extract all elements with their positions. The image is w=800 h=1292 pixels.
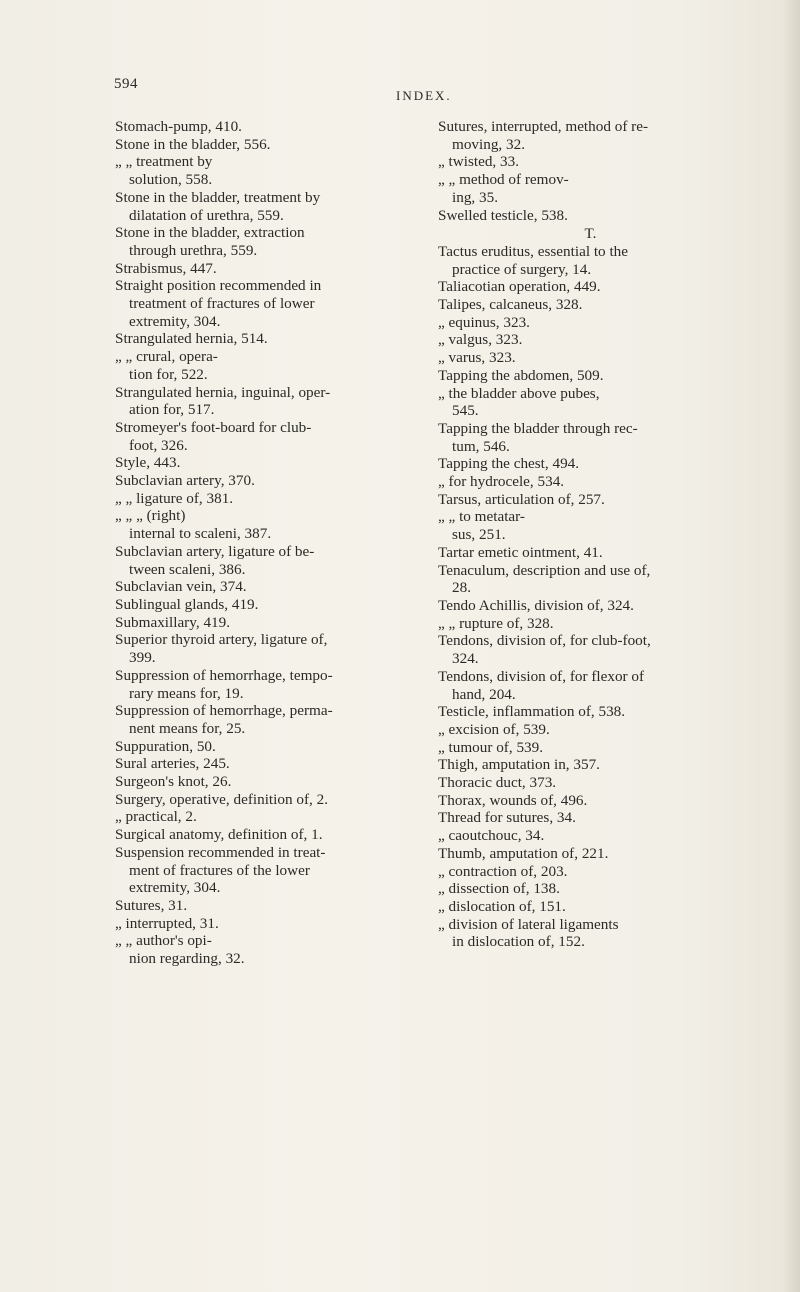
- index-entry: [115, 826, 420, 844]
- entry-line: Superior thyroid artery, ligature of,: [115, 631, 328, 649]
- entry-line: Style, 443.: [115, 454, 181, 472]
- index-entry: [438, 863, 743, 881]
- entry-line: „ dislocation of, 151.: [438, 897, 566, 915]
- index-entry: [438, 278, 743, 296]
- index-entry: [115, 631, 420, 666]
- index-entry: [115, 702, 420, 737]
- entry-continuation: treatment of fractures of lower: [129, 295, 315, 313]
- index-entry: [115, 454, 420, 472]
- entry-line: „ for hydrocele, 534.: [438, 473, 565, 491]
- entry-line: Stone in the bladder, 556.: [115, 135, 271, 153]
- index-entry: [438, 385, 743, 420]
- index-entry: [438, 668, 743, 703]
- index-entry: [438, 792, 743, 810]
- entry-line: „ valgus, 323.: [438, 331, 523, 349]
- entry-continuation: 399.: [129, 649, 156, 667]
- entry-continuation: in dislocation of, 152.: [452, 933, 585, 951]
- index-entry: [115, 578, 420, 596]
- index-entry: [438, 153, 743, 171]
- index-entry: [115, 738, 420, 756]
- entry-continuation: practice of surgery, 14.: [452, 260, 592, 278]
- entry-line: Stone in the bladder, extraction: [115, 224, 305, 242]
- entry-continuation: ation for, 517.: [129, 401, 215, 419]
- index-entry: [115, 844, 420, 897]
- index-entry: [115, 773, 420, 791]
- entry-line: Submaxillary, 419.: [115, 613, 231, 631]
- index-entry: [115, 330, 420, 348]
- entry-line: Subclavian artery, 370.: [115, 472, 255, 490]
- index-entry: [115, 490, 420, 508]
- index-entry: [438, 739, 743, 757]
- entry-continuation: nion regarding, 32.: [129, 950, 245, 968]
- entry-line: Sublingual glands, 419.: [115, 595, 259, 613]
- entry-continuation: tum, 546.: [452, 437, 510, 455]
- entry-line: Thread for sutures, 34.: [438, 809, 576, 827]
- entry-continuation: dilatation of urethra, 559.: [129, 206, 284, 224]
- index-entry: [438, 703, 743, 721]
- entry-continuation: internal to scaleni, 387.: [129, 525, 272, 543]
- entry-continuation: 324.: [452, 650, 479, 668]
- index-entry: [115, 348, 420, 383]
- index-entry: [438, 721, 743, 739]
- entry-line: Subclavian vein, 374.: [115, 578, 247, 596]
- entry-line: Testicle, inflammation of, 538.: [438, 703, 626, 721]
- index-entry: [115, 543, 420, 578]
- entry-continuation: extremity, 304.: [129, 312, 221, 330]
- left-column: [115, 118, 420, 968]
- index-entry: [115, 755, 420, 773]
- index-entry: [115, 596, 420, 614]
- right-column-t-entries: [438, 243, 743, 951]
- entry-line: Tapping the abdomen, 509.: [438, 366, 604, 384]
- index-entry: [438, 774, 743, 792]
- entry-line: Surgery, operative, definition of, 2.: [115, 790, 328, 808]
- entry-line: Tartar emetic ointment, 41.: [438, 543, 603, 561]
- entry-continuation: ment of fractures of the lower: [129, 861, 310, 879]
- page-edge-shadow: [782, 0, 800, 1292]
- entry-line: „ „ crural, opera-: [115, 348, 218, 366]
- entry-line: Thoracic duct, 373.: [438, 774, 557, 792]
- entry-line: Stomach-pump, 410.: [115, 118, 242, 135]
- index-entry: [438, 880, 743, 898]
- entry-line: Sutures, 31.: [115, 896, 188, 914]
- entry-continuation: 545.: [452, 402, 479, 420]
- entry-line: „ dissection of, 138.: [438, 880, 560, 898]
- entry-line: „ „ rupture of, 328.: [438, 614, 554, 632]
- entry-line: „ tumour of, 539.: [438, 738, 544, 756]
- entry-continuation: tion for, 522.: [129, 365, 208, 383]
- index-entry: [438, 898, 743, 916]
- entry-line: „ interrupted, 31.: [115, 914, 219, 932]
- index-entry: [438, 916, 743, 951]
- index-entry: [438, 367, 743, 385]
- index-entry: [438, 118, 743, 153]
- index-entry: [115, 791, 420, 809]
- index-entry: [115, 915, 420, 933]
- index-entry: [438, 615, 743, 633]
- index-entry: [438, 207, 743, 225]
- entry-line: Thorax, wounds of, 496.: [438, 791, 588, 809]
- entry-line: Surgical anatomy, definition of, 1.: [115, 826, 323, 844]
- entry-line: „ „ ligature of, 381.: [115, 489, 234, 507]
- entry-line: Strangulated hernia, inguinal, oper-: [115, 383, 331, 401]
- entry-line: Suspension recommended in treat-: [115, 843, 326, 861]
- entry-line: Tenaculum, description and use of,: [438, 561, 651, 579]
- entry-line: „ contraction of, 203.: [438, 862, 568, 880]
- entry-line: Thigh, amputation in, 357.: [438, 756, 600, 774]
- entry-line: „ practical, 2.: [115, 808, 197, 826]
- entry-continuation: through urethra, 559.: [129, 241, 258, 259]
- entry-continuation: moving, 32.: [452, 135, 525, 153]
- index-entry: [115, 808, 420, 826]
- entry-line: „ equinus, 323.: [438, 313, 530, 331]
- entry-line: Stromeyer's foot-board for club-: [115, 418, 312, 436]
- entry-line: „ „ to metatar-: [438, 508, 525, 526]
- index-entry: [438, 420, 743, 455]
- entry-line: Tactus eruditus, essential to the: [438, 242, 628, 260]
- entry-line: „ varus, 323.: [438, 349, 516, 367]
- entry-line: „ twisted, 33.: [438, 153, 519, 171]
- index-entry: [438, 827, 743, 845]
- entry-continuation: rary means for, 19.: [129, 684, 244, 702]
- index-entry: [115, 667, 420, 702]
- right-column-s-entries: [438, 118, 743, 224]
- index-entry: [438, 491, 743, 509]
- entry-line: Tendons, division of, for club-foot,: [438, 632, 651, 650]
- entry-continuation: solution, 558.: [129, 171, 213, 189]
- index-entry: [115, 472, 420, 490]
- entry-line: Tendo Achillis, division of, 324.: [438, 596, 634, 614]
- index-entry: [438, 296, 743, 314]
- right-column: [438, 118, 743, 951]
- entry-line: Strabismus, 447.: [115, 259, 217, 277]
- index-entry: [115, 614, 420, 632]
- entry-continuation: foot, 326.: [129, 436, 188, 454]
- entry-line: Suppuration, 50.: [115, 737, 216, 755]
- entry-line: Tapping the chest, 494.: [438, 455, 580, 473]
- index-entry: [115, 277, 420, 330]
- entry-line: Tarsus, articulation of, 257.: [438, 490, 605, 508]
- entry-continuation: ing, 35.: [452, 188, 498, 206]
- section-letter: T.: [584, 225, 597, 243]
- index-entry: [115, 419, 420, 454]
- index-entry: [438, 508, 743, 543]
- index-entry: [115, 260, 420, 278]
- index-entry: [438, 171, 743, 206]
- page-number: 594: [114, 76, 138, 92]
- index-entry: [115, 224, 420, 259]
- entry-line: Suppression of hemorrhage, tempo-: [115, 666, 333, 684]
- index-entry: [438, 845, 743, 863]
- index-entry: [438, 544, 743, 562]
- index-entry: [438, 597, 743, 615]
- index-entry: [115, 189, 420, 224]
- entry-line: „ the bladder above pubes,: [438, 384, 600, 402]
- entry-line: Surgeon's knot, 26.: [115, 773, 232, 791]
- entry-continuation: 28.: [452, 579, 471, 597]
- entry-line: „ „ author's opi-: [115, 932, 212, 950]
- entry-continuation: nent means for, 25.: [129, 719, 246, 737]
- entry-line: Thumb, amputation of, 221.: [438, 844, 609, 862]
- entry-line: Tapping the bladder through rec-: [438, 419, 638, 437]
- entry-line: Straight position recommended in: [115, 277, 322, 295]
- entry-line: „ „ method of remov-: [438, 171, 569, 189]
- entry-line: Talipes, calcaneus, 328.: [438, 296, 583, 314]
- index-entry: [438, 632, 743, 667]
- entry-line: „ excision of, 539.: [438, 720, 550, 738]
- index-entry: [115, 507, 420, 542]
- index-entry: [115, 118, 420, 136]
- entry-continuation: tween scaleni, 386.: [129, 560, 246, 578]
- entry-line: Sural arteries, 245.: [115, 755, 230, 773]
- index-entry: [438, 349, 743, 367]
- index-entry: [438, 243, 743, 278]
- entry-line: Suppression of hemorrhage, perma-: [115, 702, 333, 720]
- entry-continuation: extremity, 304.: [129, 879, 221, 897]
- entry-line: Tendons, division of, for flexor of: [438, 667, 645, 685]
- index-entry: [438, 756, 743, 774]
- index-entry: [438, 455, 743, 473]
- index-entry: [438, 314, 743, 332]
- index-entry: [438, 562, 743, 597]
- entry-continuation: sus, 251.: [452, 526, 506, 544]
- entry-continuation: hand, 204.: [452, 685, 516, 703]
- entry-line: „ caoutchouc, 34.: [438, 827, 545, 845]
- index-entry: [115, 384, 420, 419]
- entry-line: „ „ treatment by: [115, 153, 213, 171]
- entry-line: Subclavian artery, ligature of be-: [115, 542, 315, 560]
- index-entry: [115, 153, 420, 188]
- entry-line: Strangulated hernia, 514.: [115, 330, 268, 348]
- index-entry: [438, 331, 743, 349]
- index-entry: [438, 473, 743, 491]
- entry-line: Sutures, interrupted, method of re-: [438, 118, 649, 135]
- running-head: INDEX.: [396, 88, 452, 103]
- entry-line: Taliacotian operation, 449.: [438, 278, 601, 296]
- entry-line: „ division of lateral ligaments: [438, 915, 619, 933]
- entry-line: „ „ „ (right): [115, 507, 186, 525]
- index-entry: [115, 932, 420, 967]
- index-entry: [438, 809, 743, 827]
- entry-line: Swelled testicle, 538.: [438, 206, 568, 224]
- index-entry: [115, 136, 420, 154]
- index-entry: [115, 897, 420, 915]
- entry-line: Stone in the bladder, treatment by: [115, 188, 321, 206]
